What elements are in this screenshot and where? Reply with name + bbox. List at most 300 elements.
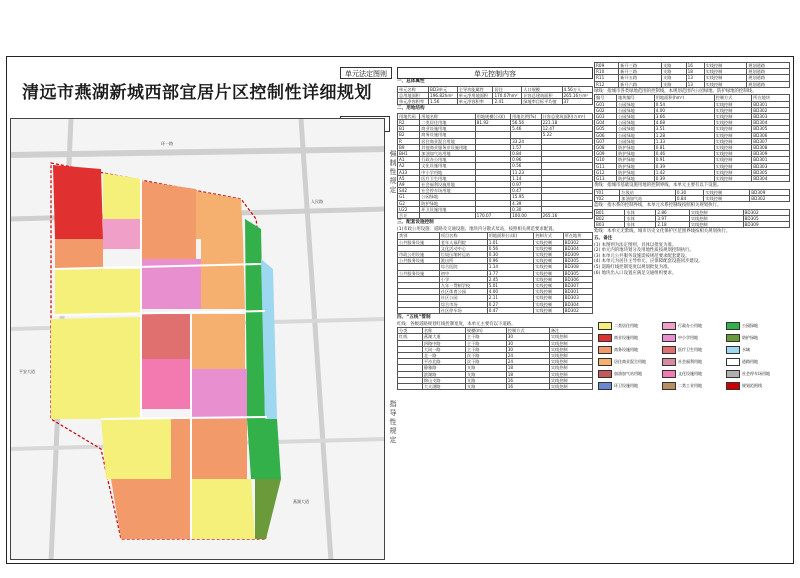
table-cell: 居住商业混合用地 [420, 138, 475, 144]
table-cell: 265.16万m² [562, 92, 593, 98]
table-cell: 0.39 [654, 176, 714, 182]
legend-item [726, 370, 772, 378]
table-cell: 新开三路 [619, 69, 662, 75]
table-cell: 实线控制 [534, 295, 563, 301]
table-cell: A33 [398, 169, 420, 175]
table-cell: Y02 [595, 196, 620, 202]
table-total-row [398, 213, 593, 219]
table-cell: 5.46 [511, 126, 541, 132]
legend-swatch [726, 382, 740, 390]
legend-item [726, 334, 772, 342]
table-cell: BD309 [563, 252, 592, 258]
vertical-label-mandatory: 强制性规定 [389, 150, 397, 194]
table-cell: 环卫设施用地 [420, 206, 475, 212]
map-legend [598, 322, 790, 558]
legend-item [662, 370, 708, 378]
planning-map [10, 118, 385, 560]
table-cell: 老年人福利院 [439, 239, 487, 245]
table-cell: 0.84 [675, 196, 704, 202]
table-cell: 市政公用设施 [398, 252, 440, 258]
table-cell: 名称 [422, 328, 465, 334]
table-cell: 支路 [661, 63, 686, 69]
table-cell: 单元名称 [398, 86, 429, 92]
table-cell: R09 [595, 63, 619, 69]
table-cell: 公园绿地 [420, 194, 475, 200]
table-cell: BD309 [750, 189, 790, 195]
table-cell: 4.00 [487, 289, 534, 295]
table-cell: A1 [398, 157, 420, 163]
table-cell: 0.56 [511, 163, 541, 169]
table-cell: 实线控制 [549, 384, 592, 390]
legend-label: 二类居住用地 [614, 323, 638, 328]
section-title-general: 一、总体属性 [397, 79, 425, 84]
table-cell: 社会停车场用地 [420, 188, 475, 194]
map-road-label-left: 平安大道 [19, 369, 35, 374]
table-cell: 4.00 [654, 107, 714, 113]
table-cell: 13 [686, 81, 704, 87]
table-cell: 33.24 [511, 138, 541, 144]
table-cell: 实线控制 [549, 340, 592, 346]
table-cell: B01 [595, 209, 625, 215]
table-cell: B1 [398, 126, 420, 132]
table-cell: G10 [595, 157, 617, 163]
table-cell: 公共服务设施 [398, 239, 440, 245]
table-cell: 加油加气站用地 [420, 151, 475, 157]
table-row [398, 384, 593, 390]
legend-item [662, 346, 708, 354]
table-cell: 用地名称 [420, 113, 475, 119]
note-item: (4) 本单元为居住主导单元，应保障配套设施同步建设。 [594, 259, 703, 265]
table-cell: 实线控制 [704, 69, 747, 75]
table-cell: Y01 [595, 189, 620, 195]
table-cell: G05 [595, 126, 617, 132]
table-cell: G11 [595, 163, 617, 169]
table-cell: BD305 [563, 270, 592, 276]
table-cell: S42 [398, 188, 420, 194]
table-cell: 平沙北路 [422, 359, 465, 365]
table-cell: 0.54 [654, 101, 714, 107]
table-cell: 实线控制 [549, 365, 592, 371]
table-cell: 医疗卫生用地 [420, 175, 475, 181]
table-cell: 1.57 [511, 144, 541, 150]
table-cell: 实线控制 [534, 245, 563, 251]
legend-label: 行政办公用地 [678, 323, 702, 328]
table-cell: A2 [398, 163, 420, 169]
table-cell: 主干路 [465, 346, 506, 352]
table-cell: 13 [686, 75, 704, 81]
table-cell: BD304 [752, 176, 790, 182]
table-cell: 红线 [398, 334, 423, 340]
table-cell: 社区体育公园 [439, 289, 487, 295]
table-cell: 0.47 [511, 188, 541, 194]
table-cell: 实线控制 [714, 101, 752, 107]
table-cell: 2.41 [493, 99, 522, 105]
table-cell: 100.00 [511, 213, 541, 219]
table-cell: 北一路 [422, 353, 465, 359]
map-road-label-mid: 人民路 [311, 199, 323, 204]
table-cell: 实线控制 [534, 289, 563, 295]
table-cell: 实线控制 [689, 216, 743, 222]
table-cell: G01 [595, 101, 617, 107]
table-row [595, 81, 790, 87]
table-cell: 实线控制 [704, 75, 747, 81]
table-cell: 1.56 [429, 99, 458, 105]
table-cell: 实线控制 [534, 283, 563, 289]
table-cell: 防护绿地 [420, 200, 475, 206]
section-title-landuse: 二、用地结构 [397, 106, 425, 112]
table-cell: BD302 [743, 209, 789, 215]
legend-swatch [598, 322, 612, 330]
table-cell: BD308 [563, 264, 592, 270]
table-cell: G03 [595, 114, 617, 120]
legend-swatch [662, 334, 676, 342]
table-cell: BD304 [563, 245, 592, 251]
facilities-note: (1)市政公用设施：道路及交通设施、地块内分散式泵站，按照相关规范要求配置。 [397, 226, 557, 232]
table-cell: 备注 [549, 328, 592, 334]
table-cell: 公园绿地 [617, 132, 655, 138]
table-cell: 水体 [625, 216, 656, 222]
table-cell: 大夫湖路 [422, 384, 465, 390]
note-item: (1) 本图则为法定图则，具体以批复为准。 [594, 242, 677, 248]
legend-label: 公园绿地 [742, 323, 758, 328]
table-cell: 中小学用地 [420, 169, 475, 175]
table-cell: 1.33 [654, 138, 714, 144]
legend-swatch [598, 334, 612, 342]
general-attributes-table [397, 86, 593, 106]
table-cell: 公共服务设施 [398, 270, 440, 276]
table-cell: 公园绿地 [617, 107, 655, 113]
table-cell: 支路 [661, 81, 686, 87]
table-cell: 30 [506, 334, 549, 340]
table-cell: 项目名称 [439, 233, 487, 239]
table-cell: 实线控制 [714, 126, 752, 132]
table-cell: 实线控制 [714, 138, 752, 144]
table-cell: 30 [506, 346, 549, 352]
table-cell: 水体 [625, 209, 656, 215]
table-header-row [398, 113, 593, 119]
road-table-continued [594, 62, 790, 88]
note-item: (2) 单元内的地块划分及用地性质按规划控制执行。 [594, 248, 694, 254]
table-cell: 实线控制 [714, 114, 752, 120]
page-title: 清远市燕湖新城西部宜居片区控制性详细规划 [22, 83, 372, 103]
table-cell: 支路 [465, 371, 506, 377]
table-cell: 控制方式 [534, 233, 563, 239]
table-cell: 11.23 [511, 169, 541, 175]
table-cell: 实线控制 [534, 270, 563, 276]
table-cell: G12 [595, 169, 617, 175]
table-cell: G09 [595, 151, 617, 157]
table-cell: BH1 [398, 151, 420, 157]
table-cell: 类别 [398, 233, 440, 239]
section-title-facilities: 三、配套设施控制 [397, 220, 434, 226]
table-cell: 实线控制 [534, 258, 563, 264]
table-cell: 公园绿地 [617, 126, 655, 132]
table-cell: 170.07 [475, 213, 510, 219]
table-cell: BD3单元 [429, 86, 458, 92]
table-cell: R11 [595, 75, 619, 81]
table-cell: 人口规模 [522, 86, 562, 92]
table-cell: 单元净用地面积 [457, 92, 493, 98]
table-cell: B2 [398, 132, 420, 138]
table-cell: 实线控制 [549, 377, 592, 383]
table-cell: R [398, 138, 420, 144]
table-cell: 0.96 [487, 258, 534, 264]
table-cell: 防护绿地 [617, 151, 655, 157]
legend-swatch [662, 322, 676, 330]
table-cell: 公园绿地 [617, 120, 655, 126]
table-cell: 社区停车场 [439, 307, 487, 313]
legend-item [598, 334, 644, 342]
legend-item [662, 334, 708, 342]
legend-swatch [598, 370, 612, 378]
table-cell: BD305 [752, 126, 790, 132]
table-cell: 实线控制 [534, 264, 563, 270]
legend-item [662, 322, 708, 330]
vertical-label-guiding: 指导性规定 [389, 400, 397, 444]
map-road-label-top: 环一路 [161, 141, 173, 146]
table-cell: 计容总建筑面积(万m²) [541, 113, 592, 119]
note-item: (5) 道路红线控制宽度以规划批复为准。 [594, 265, 672, 271]
table-cell: 170.07hm² [493, 92, 522, 98]
table-cell: 社区公园 [439, 295, 487, 301]
table-cell: 16 [506, 377, 549, 383]
table-cell: 新开三路 [619, 63, 662, 69]
table-cell: 0.47 [487, 307, 534, 313]
table-cell: R2 [398, 120, 420, 126]
table-cell: 30 [506, 340, 549, 346]
table-cell: 燕湖大道 [422, 334, 465, 340]
table-cell: 实线控制 [534, 239, 563, 245]
table-cell: 实线控制 [534, 307, 563, 313]
table-cell: 2.45 [487, 276, 534, 282]
legend-item [726, 346, 772, 354]
five-lines-note: 红线：各级道路规划红线控制宽度，本单元主要有以下道路。 [397, 321, 516, 327]
legend-label: 道路用地 [742, 359, 758, 364]
table-cell: 实线控制 [549, 353, 592, 359]
legend-label: 文化设施用地 [678, 371, 702, 376]
table-cell: G02 [595, 107, 617, 113]
table-cell: 主干路 [465, 340, 506, 346]
table-cell: 支路 [661, 75, 686, 81]
green-line-note: 绿线：指城市各类绿地范围的控制线，本规划范围内公园绿地、防护绿地的控制线。 [594, 88, 757, 94]
table-cell: 次干路 [465, 359, 506, 365]
table-cell: 防护绿地 [617, 145, 655, 151]
table-cell: 防护绿地 [617, 169, 655, 175]
table-row [595, 222, 790, 228]
table-cell: 实线控制 [534, 301, 563, 307]
table-cell: 18 [686, 69, 704, 75]
blue-line-note: 蓝线：指水系的控制界线，本单元水系控制线按照相关规划执行。 [594, 203, 722, 209]
table-cell: R10 [595, 69, 619, 75]
table-cell: BD304 [563, 301, 592, 307]
table-cell: 0.84 [511, 151, 541, 157]
table-cell: 实线控制 [714, 157, 752, 163]
table-cell: 265.16 [541, 213, 592, 219]
legend-item [662, 358, 708, 366]
table-cell: BD309 [752, 151, 790, 157]
table-cell: 2.18 [656, 222, 689, 228]
table-cell: 公园绿地 [617, 101, 655, 107]
table-cell: 公园绿地 [617, 138, 655, 144]
table-cell: B9 [398, 144, 420, 150]
legend-swatch [662, 370, 676, 378]
table-cell: 0.46 [654, 151, 714, 157]
table-cell: 18 [506, 371, 549, 377]
table-cell: 2.86 [656, 209, 689, 215]
table-cell: 文化设施用地 [420, 163, 475, 169]
table-cell: 公共服务设施 [398, 258, 440, 264]
table-cell: BD308 [752, 145, 790, 151]
table-cell: 0.27 [487, 301, 534, 307]
table-cell: 控制方式 [714, 95, 752, 101]
table-cell: 初中 [439, 270, 487, 276]
table-cell: 总用地面积 [398, 92, 429, 98]
table-row [595, 63, 790, 69]
table-cell: 滨湖路 [422, 371, 465, 377]
table-cell: G08 [595, 145, 617, 151]
legend-label: 居住商业混合用地 [614, 359, 646, 364]
table-cell: R12 [595, 81, 619, 87]
table-cell: 新开五路 [619, 75, 662, 81]
table-cell: 5.22 [541, 132, 592, 138]
table-cell: 社会福利设施用地 [420, 182, 475, 188]
table-cell: 水体 [625, 222, 656, 228]
table-cell: 规划道路 [747, 81, 790, 87]
table-cell: 单元净容积率 [457, 99, 493, 105]
table-cell: 0.91 [654, 157, 714, 163]
table-cell: 用地规模(公顷) [475, 113, 510, 119]
table-cell: 实线控制 [714, 132, 752, 138]
table-cell: A5 [398, 175, 420, 181]
legend-label: 规划范围线 [742, 383, 762, 388]
legend-label: 社会福利用地 [678, 359, 702, 364]
table-cell: 实线控制 [689, 222, 743, 228]
table-cell: BD301 [752, 157, 790, 163]
table-cell: BD307 [563, 283, 592, 289]
table-cell: 实线控制 [704, 63, 747, 69]
table-cell: 实线控制 [714, 169, 752, 175]
table-cell: 1.01 [487, 239, 534, 245]
table-cell: 二类居住用地 [420, 120, 475, 126]
table-cell: 用地面积(公顷) [487, 233, 534, 239]
table-cell: 实线控制 [534, 252, 563, 258]
table-cell: BD305 [563, 258, 592, 264]
table-cell: 3.97 [656, 216, 689, 222]
table-cell: G1 [398, 194, 420, 200]
table-cell: 单元净容积率 [398, 99, 429, 105]
planning-map-svg [11, 119, 385, 560]
table-cell: 编号 [595, 95, 617, 101]
table-row [398, 307, 593, 313]
legend-swatch [726, 322, 740, 330]
table-cell: 静雅路 [422, 365, 465, 371]
table-cell: BD302 [750, 196, 790, 202]
table-cell: 实线控制 [689, 209, 743, 215]
legend-swatch [726, 358, 740, 366]
table-cell: 主导功能属性 [457, 86, 493, 92]
table-cell: 实线控制 [549, 334, 592, 340]
table-cell: BD303 [752, 114, 790, 120]
legend-item [598, 370, 644, 378]
table-cell: 居住 [493, 86, 522, 92]
green-line-table [594, 94, 790, 182]
table-cell: BD306 [563, 276, 592, 282]
table-cell: 控制方式 [506, 328, 549, 334]
table-cell: 实线控制 [704, 189, 750, 195]
table-cell: 大同一路 [422, 346, 465, 352]
table-cell: 0.39 [654, 163, 714, 169]
blue-line-table [594, 209, 790, 229]
table-cell: 4.56万人 [562, 86, 593, 92]
table-row [595, 196, 790, 202]
table-cell: 18 [506, 365, 549, 371]
legend-item [598, 382, 644, 390]
table-cell: 综合医院 [439, 264, 487, 270]
legend-item [662, 382, 708, 390]
table-cell: 公园绿地 [617, 114, 655, 120]
table-cell: BD306 [752, 132, 790, 138]
table-cell: BD309 [743, 222, 789, 228]
table-cell: 文化活动中心 [439, 245, 487, 251]
legend-swatch [726, 370, 740, 378]
table-cell: BD303 [563, 295, 592, 301]
table-cell: 16 [506, 384, 549, 390]
legend-label: 水域 [742, 347, 750, 352]
table-cell: 24 [506, 359, 549, 365]
table-cell: 行政办公用地 [420, 157, 475, 163]
table-cell: 0.96 [511, 157, 541, 163]
table-cell: 新开六路 [619, 81, 662, 87]
table-cell: BD305 [752, 169, 790, 175]
notes-title: 五、备注 [594, 236, 613, 242]
table-cell: BD302 [752, 107, 790, 113]
legend-item [598, 322, 644, 330]
table-cell: 12.47 [541, 126, 592, 132]
table-cell: BD305 [743, 216, 789, 222]
table-cell [398, 307, 440, 313]
legend-swatch [726, 346, 740, 354]
section-title-five-lines: 四、“五线”管制 [397, 315, 431, 321]
legend-swatch [598, 358, 612, 366]
legend-item [726, 322, 772, 330]
legend-item [598, 346, 644, 354]
table-cell: 派出所 [439, 258, 487, 264]
table-cell: 0.97 [511, 182, 541, 188]
table-cell: 垃圾站 [620, 189, 676, 195]
facilities-table [397, 232, 593, 314]
table-cell: 用地比例(%) [511, 113, 541, 119]
notes-list [594, 243, 790, 277]
table-cell: 0.56 [487, 245, 534, 251]
table-cell: 其他商业服务业设施用地 [420, 144, 475, 150]
table-cell: 四路中路 [422, 340, 465, 346]
table-cell: A9 [398, 182, 420, 188]
note-item: (3) 本单元公共服务设施需按规范要求配套建设。 [594, 253, 690, 259]
table-cell: 计容总建筑面积 [522, 92, 562, 98]
legend-label: 医疗卫生用地 [678, 347, 702, 352]
table-cell: 4.68 [654, 120, 714, 126]
landuse-table [397, 113, 593, 219]
table-cell: 支路 [465, 384, 506, 390]
table-cell: 所在地块 [563, 233, 592, 239]
table-cell: 16 [686, 63, 704, 69]
table-cell: 防护绿地 [617, 163, 655, 169]
map-road-label-right: 燕湖大道 [293, 499, 309, 504]
legend-label: 环卫设施用地 [614, 383, 638, 388]
table-cell: 1.42 [654, 169, 714, 175]
legend-item [726, 358, 772, 366]
table-cell: G06 [595, 132, 617, 138]
